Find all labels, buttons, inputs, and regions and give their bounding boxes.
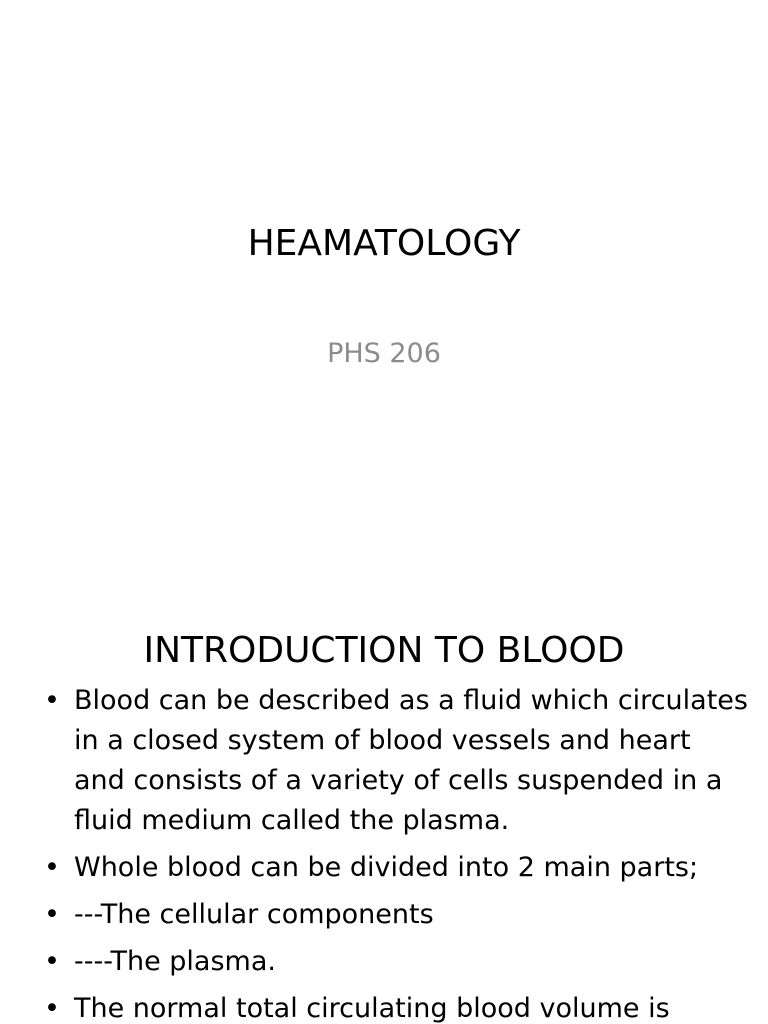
bullet-icon: • xyxy=(44,993,60,1024)
bullet-text: The normal total circulating blood volume is xyxy=(74,993,670,1024)
bullet-item xyxy=(0,989,768,1024)
slide-heading: INTRODUCTION TO BLOOD xyxy=(143,630,625,671)
bullet-item xyxy=(0,848,768,888)
bullet-icon: • xyxy=(44,685,60,716)
bullet-list xyxy=(0,681,768,1024)
bullet-text: Blood can be described as a fluid which circulates in a closed system of blood vessels and heart and consists of a variety of cells suspended in a fluid medium called the plasma. xyxy=(74,685,748,836)
bullet-item xyxy=(0,681,768,841)
bullet-item xyxy=(0,942,768,982)
course-code-subtitle: PHS 206 xyxy=(327,338,441,369)
bullet-icon: • xyxy=(44,946,60,977)
bullet-icon: • xyxy=(44,899,60,930)
content-slide xyxy=(0,576,768,1024)
bullet-icon: • xyxy=(44,852,60,883)
presentation-title: HEAMATOLOGY xyxy=(247,223,521,264)
bullet-text: ----The plasma. xyxy=(74,946,276,977)
bullet-text: Whole blood can be divided into 2 main parts; xyxy=(74,852,699,883)
bullet-item xyxy=(0,895,768,935)
bullet-text: ---The cellular components xyxy=(74,899,434,930)
